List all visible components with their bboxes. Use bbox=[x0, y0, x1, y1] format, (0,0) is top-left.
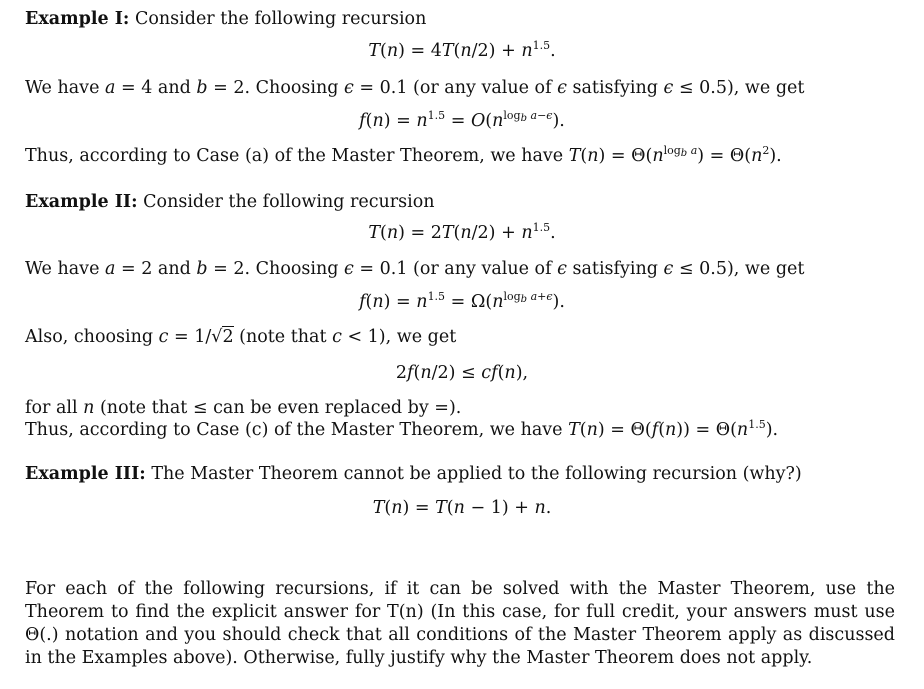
example1-intro: Consider the following recursion bbox=[134, 9, 427, 29]
instructions-paragraph: For each of the following recursions, if it can be solved with the Master Theorem, use the Theorem to find the explicit answer for T(n) (In this case, for full credit, your answers must use Θ(.) notation and you should check that all conditions of the Master Theorem apply as discussed in the Examples above). Otherwise, fully justify why the Master Theorem does not apply. bbox=[25, 579, 895, 668]
example3-intro-line bbox=[25, 463, 802, 485]
example2-conclusion: Thus, according to Case (c) of the Master Theorem, we have $T(n) = \Theta(f(n)) = \Theta(n^{1.5})$. bbox=[25, 418, 779, 440]
example3-equation1: T(n) = T(n − 1) + n. bbox=[372, 498, 552, 518]
example2-line4: for all n (note that ≤ can be even replaced by =). bbox=[25, 398, 462, 418]
example2-intro-line bbox=[25, 191, 435, 213]
example1-conclusion: Thus, according to Case (a) of the Master Theorem, we have $T(n) = \Theta(n^{log_b a}) = \Theta(n^2)$. bbox=[25, 144, 782, 166]
example2-line2: We have a = 2 and b = 2. Choosing ϵ = 0.1 (or any value of ϵ satisfying ϵ ≤ 0.5), we get bbox=[25, 259, 805, 279]
example2-intro: Consider the following recursion bbox=[143, 192, 435, 212]
example1-line2: We have a = 4 and b = 2. Choosing ϵ = 0.1 (or any value of ϵ satisfying ϵ ≤ 0.5), we get bbox=[25, 78, 805, 98]
example1-intro-line bbox=[25, 8, 426, 30]
example2-line3: Also, choosing c = 1/√2 (note that c < 1), we get bbox=[25, 327, 457, 347]
example2-equation1: $T(n) = 2T(n/2) + n^{1.5}$. bbox=[368, 221, 556, 243]
example2-equation3: 2f(n/2) ≤ cf(n), bbox=[395, 363, 529, 383]
example3-intro: The Master Theorem cannot be applied to the following recursion (why?) bbox=[151, 464, 802, 484]
example3-heading: Example III: bbox=[25, 464, 146, 484]
example2-heading: Example II: bbox=[25, 192, 138, 212]
example1-equation2: $f(n) = n^{1.5} = O(n^{log_b a-\epsilon})$. bbox=[359, 109, 565, 131]
example1-equation1: $T(n) = 4T(n/2) + n^{1.5}$. bbox=[368, 39, 556, 61]
example2-equation2: $f(n) = n^{1.5} = \Omega(n^{log_b a+\epsilon})$. bbox=[359, 290, 565, 312]
example1-heading: Example I: bbox=[25, 9, 130, 29]
